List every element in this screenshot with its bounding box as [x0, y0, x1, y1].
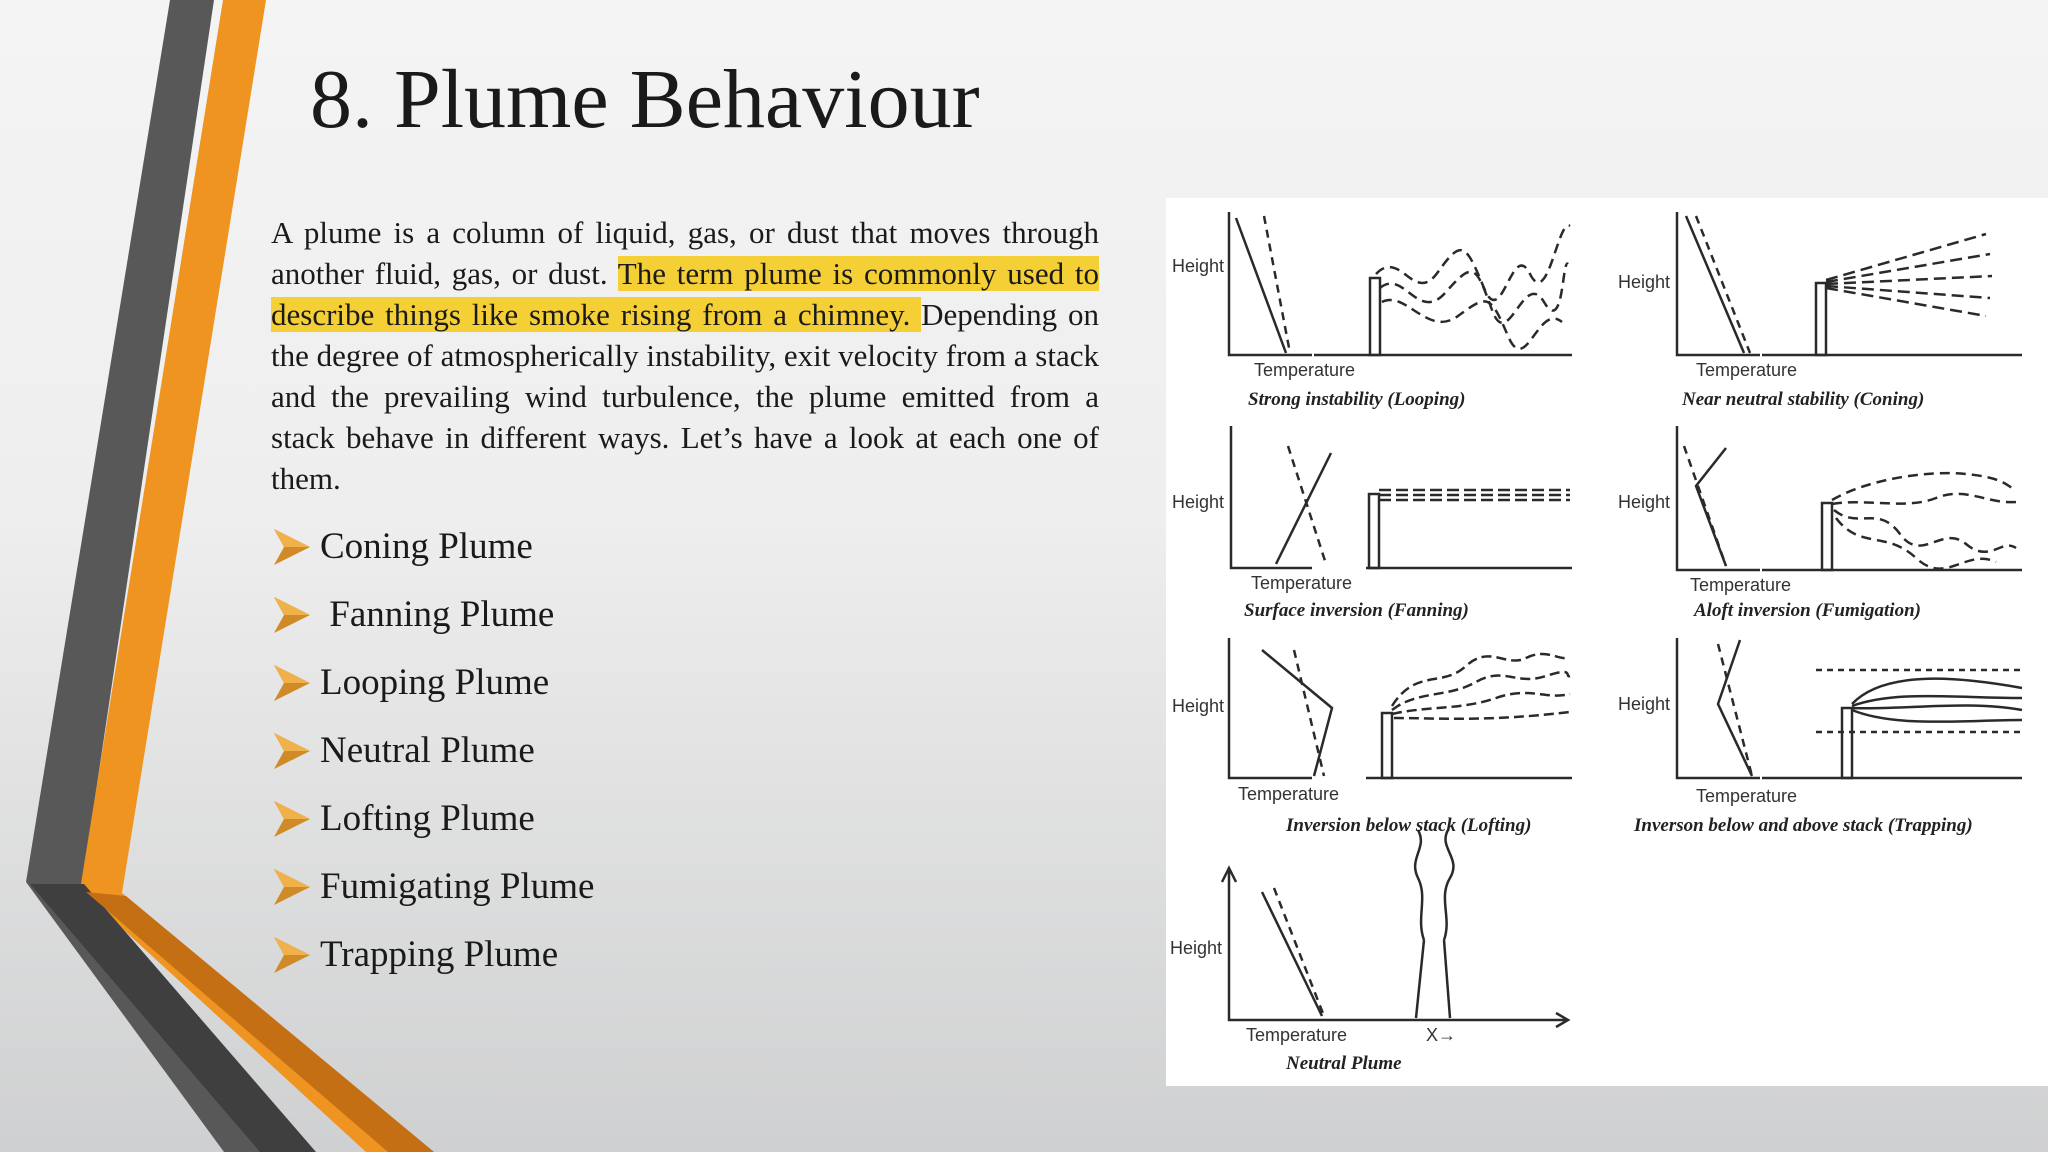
axes	[1677, 212, 1760, 355]
panel-looping	[1229, 212, 1572, 355]
stack	[1816, 283, 1826, 355]
caption-trapping: Inverson below and above stack (Trapping)	[1634, 815, 1973, 836]
list-item-label: Neutral Plume	[320, 729, 535, 771]
arrow-bullet-icon	[272, 934, 312, 974]
temperature-label: Temperature	[1246, 1025, 1348, 1045]
paragraph-text-end: Depending on the degree of atmospherically instability, exit velocity from a stack and the prevailing wind turbulence, the plume emitted from a stack behave in different ways. Let’s have a look at each one of them.	[271, 297, 1099, 496]
trap-3	[1852, 705, 2022, 710]
temperature-label: Temperature	[1696, 786, 1798, 806]
temperature-label: Temperature	[1690, 575, 1792, 595]
adiabatic-line	[1264, 216, 1290, 353]
plume-2	[1380, 264, 1568, 323]
adiabatic-line	[1288, 446, 1326, 564]
plume-behaviour-diagram	[1166, 198, 2048, 1086]
plume-3	[1382, 300, 1562, 349]
stack	[1822, 503, 1832, 570]
caption-lofting: Inversion below stack (Lofting)	[1286, 815, 1532, 836]
plume-1	[1376, 226, 1570, 300]
list-item-label: Trapping Plume	[320, 933, 559, 975]
adiabatic-line	[1718, 644, 1752, 776]
panel-fumigation	[1677, 426, 2022, 570]
arrow-bullet-icon	[272, 526, 312, 566]
arrow-bullet-icon	[272, 798, 312, 838]
axes	[1229, 870, 1566, 1020]
cone-2	[1826, 254, 1990, 282]
fume-4	[1836, 518, 1996, 569]
temp-profile	[1696, 448, 1726, 566]
fume-1	[1832, 473, 2016, 500]
adiabatic-line	[1274, 888, 1324, 1016]
loft-4	[1394, 712, 1570, 719]
list-item-label: Coning Plume	[320, 525, 533, 567]
lapse-line	[1686, 216, 1744, 353]
caption-coning: Near neutral stability (Coning)	[1682, 389, 1925, 410]
adiabatic-line	[1696, 216, 1750, 353]
fume-3	[1834, 510, 2016, 552]
arrow-bullet-icon	[272, 594, 312, 634]
lapse-line	[1262, 892, 1322, 1016]
trap-4	[1852, 710, 2022, 722]
list-item	[272, 920, 594, 988]
slide-title: 8. Plume Behaviour	[310, 53, 980, 146]
caption-fumigation: Aloft inversion (Fumigation)	[1694, 600, 1921, 621]
temperature-label: Temperature	[1251, 573, 1353, 593]
plume-diagram-svg	[1166, 198, 2048, 1086]
panel-trapping	[1677, 638, 2022, 778]
list-item-label: Lofting Plume	[320, 797, 535, 839]
panel-lofting	[1229, 638, 1572, 778]
height-label: Height	[1170, 938, 1223, 958]
loft-3	[1392, 693, 1570, 714]
intro-paragraph	[271, 212, 1099, 499]
axes	[1229, 638, 1312, 778]
list-item-label: Looping Plume	[320, 661, 550, 703]
highlighted-text: The term plume is commonly used to describe things like smoke rising from a chimney.	[271, 256, 1099, 332]
temperature-label: Temperature	[1254, 360, 1356, 380]
lapse-line	[1276, 453, 1331, 564]
stack	[1382, 713, 1392, 778]
height-label: Height	[1618, 492, 1671, 512]
loft-2	[1392, 672, 1570, 710]
paragraph-text-start: A plume is a column of liquid, gas, or dust that moves through another fluid, gas, or dust.	[271, 215, 1099, 291]
stack	[1842, 708, 1852, 778]
plume-right	[1444, 830, 1453, 940]
fume-2	[1832, 494, 2016, 504]
list-item-label: Fumigating Plume	[320, 865, 595, 907]
plume-types-list	[272, 512, 594, 988]
temperature-label: Temperature	[1238, 784, 1340, 804]
stack	[1370, 278, 1380, 355]
panel-neutral	[1222, 830, 1568, 1027]
caption-fanning: Surface inversion (Fanning)	[1244, 600, 1469, 621]
height-label: Height	[1618, 694, 1671, 714]
temperature-label: Temperature	[1696, 360, 1798, 380]
trap-2	[1852, 696, 2022, 706]
stack-left	[1416, 940, 1424, 1018]
height-label: Height	[1172, 256, 1225, 276]
list-item	[272, 580, 594, 648]
caption-neutral: Neutral Plume	[1286, 1053, 1402, 1074]
x-axis-label: X→	[1426, 1025, 1457, 1045]
arrow-bullet-icon	[272, 730, 312, 770]
lapse-line	[1236, 218, 1286, 353]
plume-left	[1415, 830, 1424, 940]
height-label: Height	[1618, 272, 1671, 292]
list-item	[272, 648, 594, 716]
list-item	[272, 716, 594, 784]
caption-looping: Strong instability (Looping)	[1248, 389, 1466, 410]
arrow-bullet-icon	[272, 866, 312, 906]
height-label: Height	[1172, 696, 1225, 716]
list-item	[272, 784, 594, 852]
temp-profile	[1262, 650, 1332, 776]
axes	[1231, 426, 1312, 568]
cone-1	[1826, 234, 1986, 280]
stack	[1369, 494, 1379, 568]
arrow-bullet-icon	[272, 662, 312, 702]
panel-coning	[1677, 212, 2022, 355]
list-item-label: Fanning Plume	[320, 593, 555, 635]
list-item	[272, 512, 594, 580]
panel-fanning	[1231, 426, 1572, 568]
stack-right	[1444, 940, 1450, 1018]
list-item	[272, 852, 594, 920]
height-label: Height	[1172, 492, 1225, 512]
